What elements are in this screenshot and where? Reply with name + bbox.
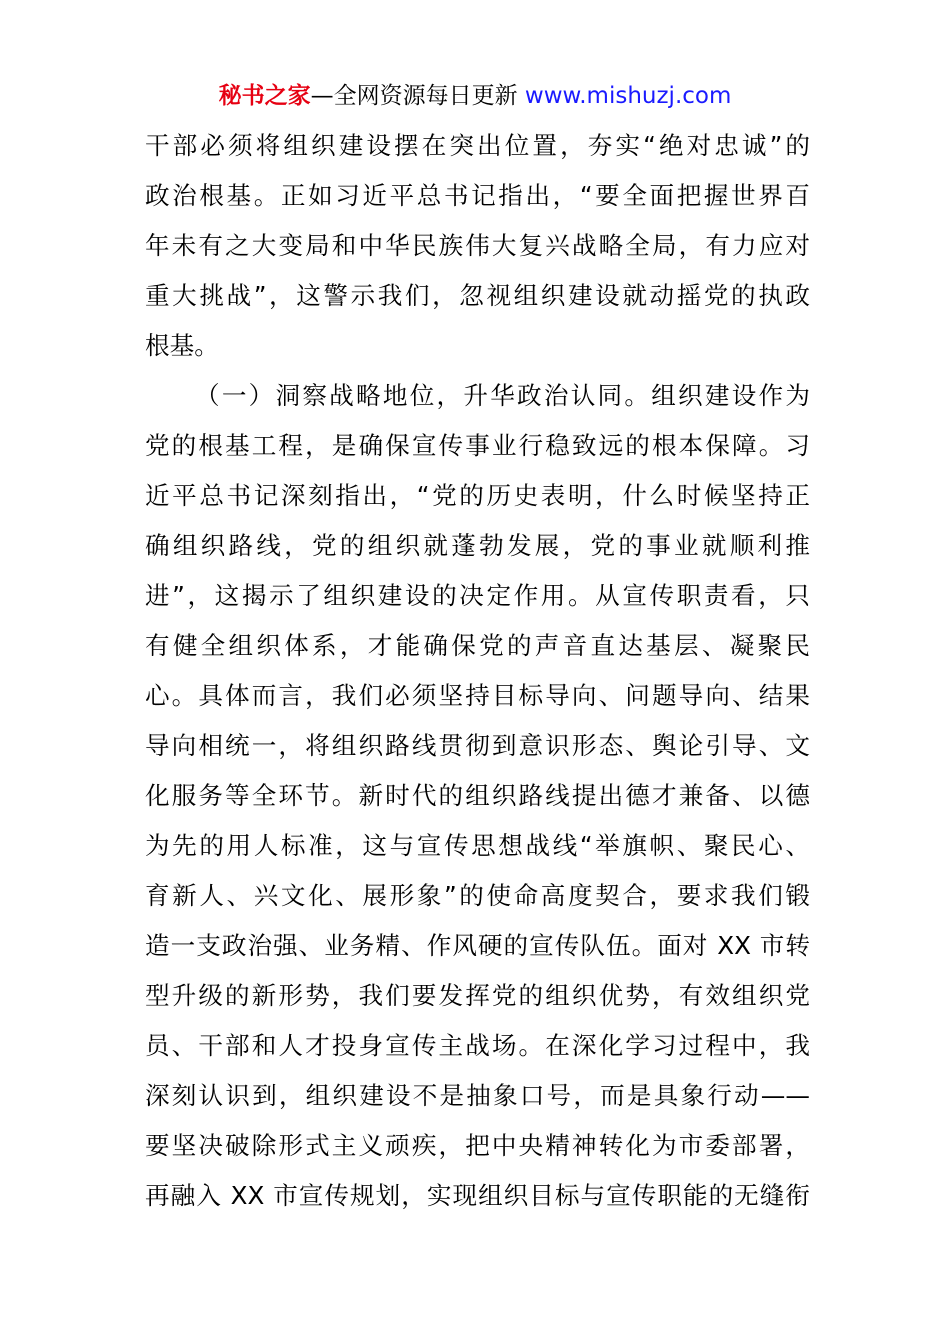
- text-line: 员、干部和人才投身宣传主战场。在深化学习过程中，我: [145, 1031, 810, 1060]
- site-url[interactable]: www.mishuzj.com: [524, 83, 732, 109]
- text-line: 进”，这揭示了组织建设的决定作用。从宣传职责看，只: [145, 581, 810, 610]
- text-line: 化服务等全环节。新时代的组织路线提出德才兼备、以德: [145, 781, 810, 810]
- site-watermark-header: [0, 78, 950, 114]
- text-line: 党的根基工程，是确保宣传事业行稳致远的根本保障。习: [145, 431, 810, 460]
- document-body: [145, 121, 810, 1221]
- text-line: 有健全组织体系，才能确保党的声音直达基层、凝聚民: [145, 631, 810, 660]
- text-line: 再融入 XX 市宣传规划，实现组织目标与宣传职能的无缝衔: [145, 1181, 810, 1210]
- text-line: 导向相统一，将组织路线贯彻到意识形态、舆论引导、文: [145, 731, 810, 760]
- text-line: 深刻认识到，组织建设不是抽象口号，而是具象行动——: [145, 1081, 810, 1110]
- text-line: 为先的用人标准，这与宣传思想战线“举旗帜、聚民心、: [145, 831, 810, 860]
- text-line: 重大挑战”，这警示我们，忽视组织建设就动摇党的执政: [145, 281, 810, 310]
- site-tagline: —全网资源每日更新: [310, 83, 518, 109]
- text-line: 育新人、兴文化、展形象”的使命高度契合，要求我们锻: [145, 881, 810, 910]
- text-line: 根基。: [145, 331, 219, 360]
- text-line: 心。具体而言，我们必须坚持目标导向、问题导向、结果: [145, 681, 810, 710]
- section-heading-line: （一）洞察战略地位，升华政治认同。组织建设作为: [195, 381, 810, 410]
- site-brand: 秘书之家: [218, 83, 311, 109]
- text-line: 型升级的新形势，我们要发挥党的组织优势，有效组织党: [145, 981, 810, 1010]
- text-line: 近平总书记深刻指出，“党的历史表明，什么时候坚持正: [145, 481, 810, 510]
- text-line: 年未有之大变局和中华民族伟大复兴战略全局，有力应对: [145, 231, 810, 260]
- text-line: 干部必须将组织建设摆在突出位置，夯实“绝对忠诚”的: [145, 131, 810, 160]
- text-line: 造一支政治强、业务精、作风硬的宣传队伍。面对 XX 市转: [145, 931, 810, 960]
- text-line: 确组织路线，党的组织就蓬勃发展，党的事业就顺利推: [145, 531, 810, 560]
- text-line: 政治根基。正如习近平总书记指出，“要全面把握世界百: [145, 181, 810, 210]
- text-line: 要坚决破除形式主义顽疾，把中央精神转化为市委部署，: [145, 1131, 810, 1160]
